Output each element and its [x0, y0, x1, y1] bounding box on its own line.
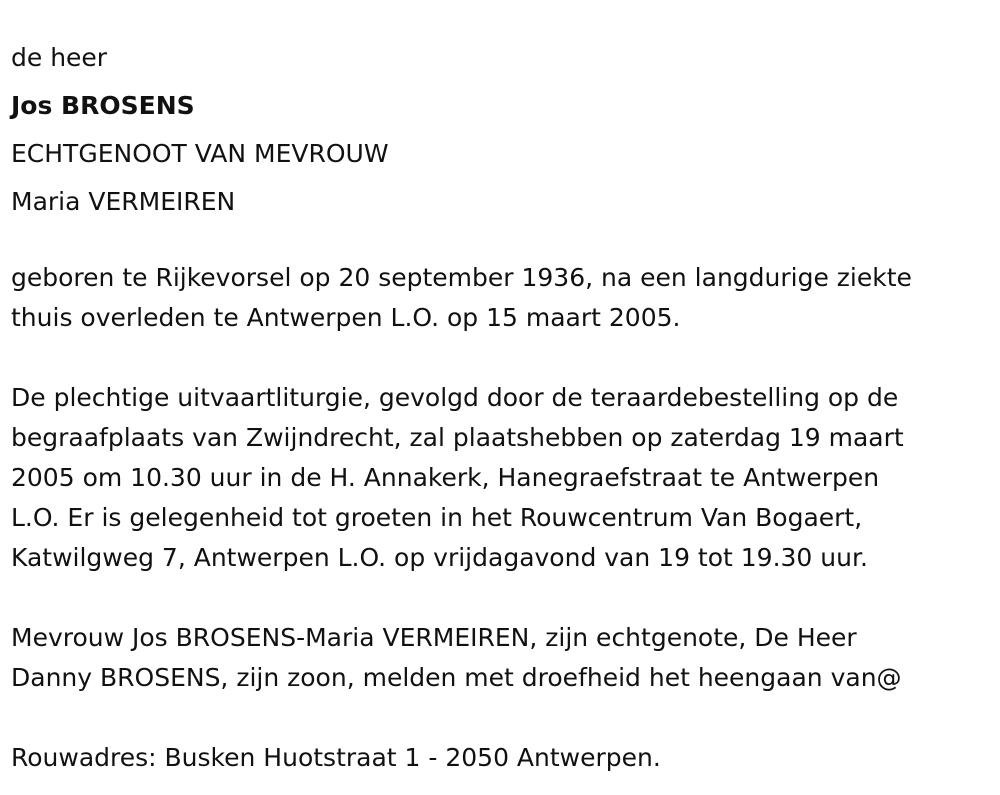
spacer [11, 698, 986, 738]
spacer [11, 338, 986, 378]
announcers-paragraph [11, 618, 986, 698]
death-notice [11, 34, 986, 778]
paragraph-line: geboren te Rijkevorsel op 20 september 1936, na een langdurige ziekte [11, 263, 912, 292]
salutation: de heer [11, 43, 108, 72]
spacer [11, 226, 986, 258]
paragraph-line: Mevrouw Jos BROSENS-Maria VERMEIREN, zijn echtgenote, De Heer [11, 623, 857, 652]
relation-text: ECHTGENOOT VAN MEVROUW [11, 139, 389, 168]
paragraph-line: De plechtige uitvaartliturgie, gevolgd door de teraardebestelling op de [11, 383, 899, 412]
paragraph-line: Danny BROSENS, zijn zoon, melden met droefheid het heengaan van@ [11, 663, 902, 692]
paragraph-line: begraafplaats van Zwijndrecht, zal plaatshebben op zaterdag 19 maart [11, 423, 904, 452]
mourning-address: Rouwadres: Busken Huotstraat 1 - 2050 Antwerpen. [11, 743, 661, 772]
funeral-paragraph [11, 378, 986, 578]
deceased-name: Jos BROSENS [11, 91, 195, 120]
paragraph-line: 2005 om 10.30 uur in de H. Annakerk, Hanegraefstraat te Antwerpen [11, 463, 880, 492]
spouse-name: Maria VERMEIREN [11, 187, 236, 216]
paragraph-line: Katwilgweg 7, Antwerpen L.O. op vrijdagavond van 19 tot 19.30 uur. [11, 543, 868, 572]
paragraph-line: thuis overleden te Antwerpen L.O. op 15 maart 2005. [11, 303, 681, 332]
spacer [11, 578, 986, 618]
birth-death-paragraph [11, 258, 986, 338]
paragraph-line: L.O. Er is gelegenheid tot groeten in het Rouwcentrum Van Bogaert, [11, 503, 863, 532]
